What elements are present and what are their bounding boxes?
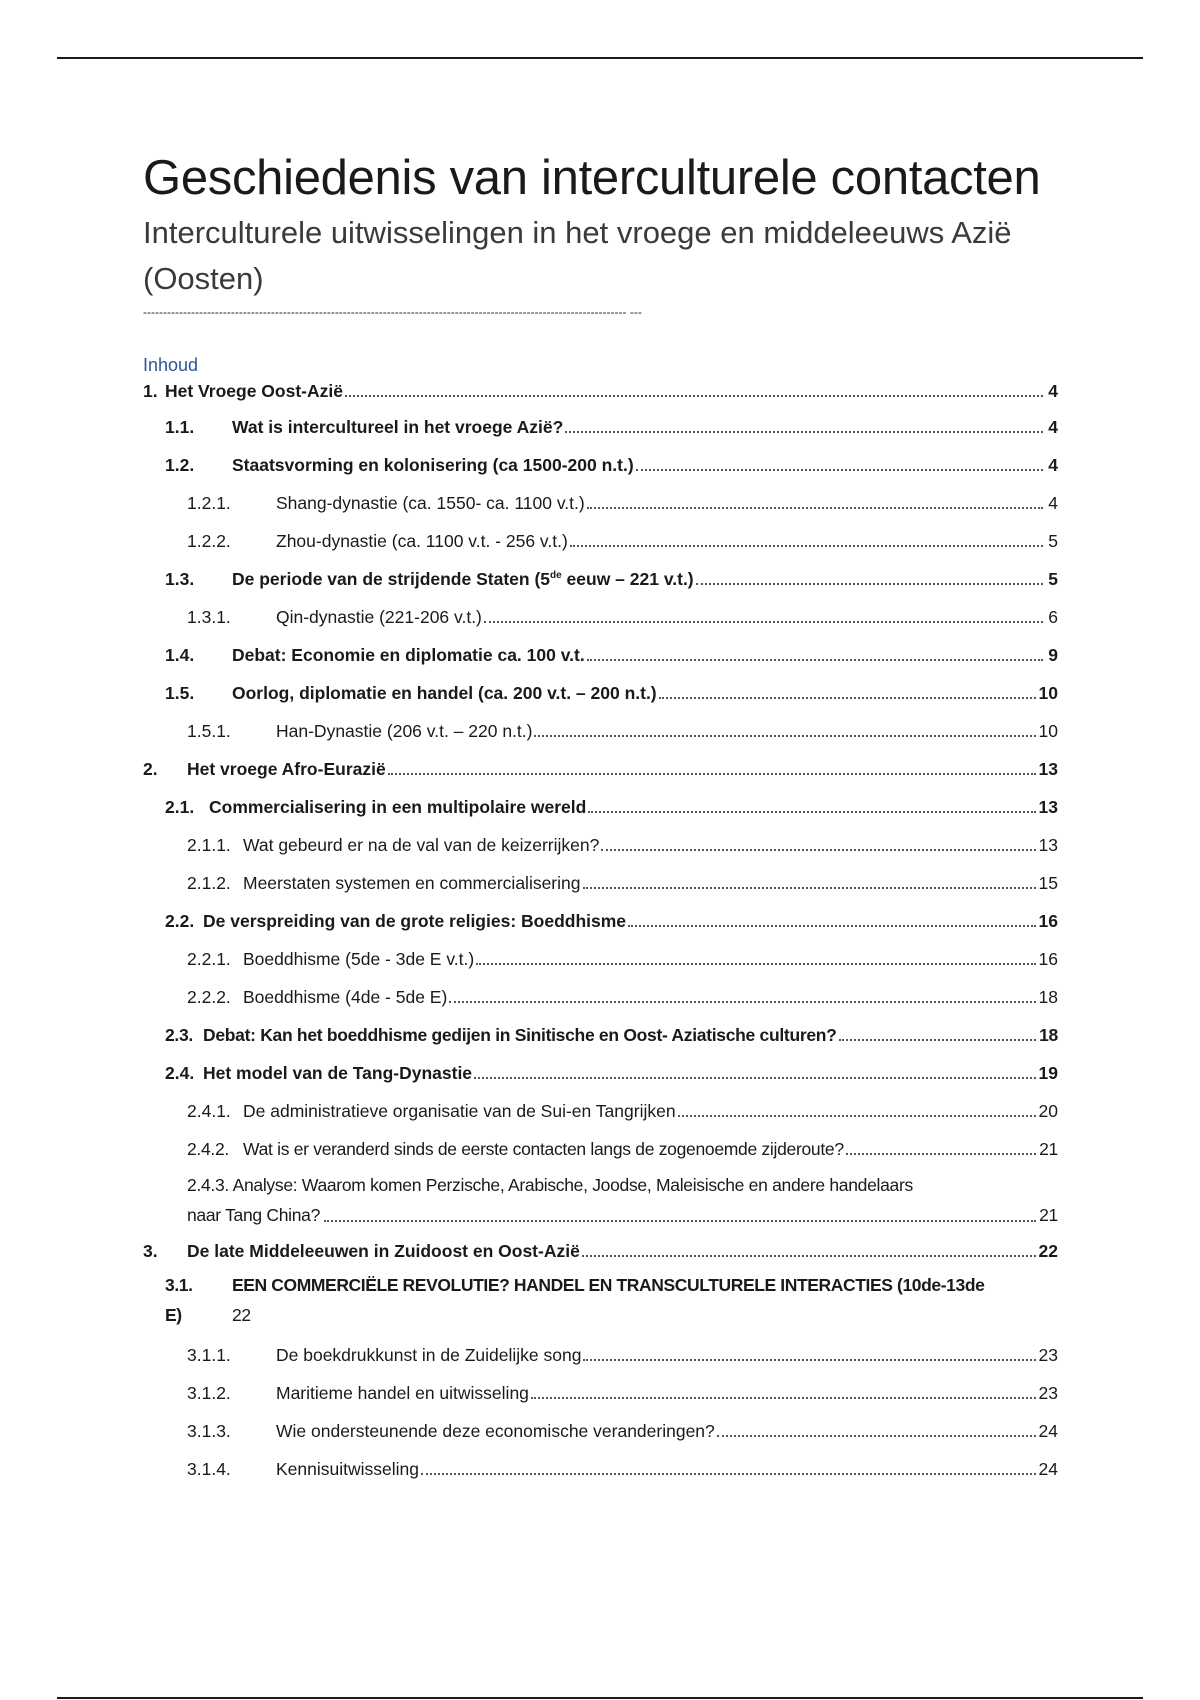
toc-entry-page: 21 <box>1039 1139 1058 1159</box>
toc-entry-number: 2.3. <box>165 1025 193 1045</box>
toc-entry[interactable] <box>143 454 1058 476</box>
toc-leader <box>587 659 1043 661</box>
toc-entry-number: 1.2.1. <box>187 493 231 513</box>
toc-entry-page: 23 <box>1038 1383 1058 1403</box>
toc-entry-number: 3.1.1. <box>187 1345 231 1365</box>
toc-entry[interactable] <box>143 834 1058 856</box>
toc-entry-number: 3.1.2. <box>187 1383 231 1403</box>
toc-entry-label: Oorlog, diplomatie en handel (ca. 200 v.t. – 200 n.t.) <box>232 683 657 703</box>
toc-entry-page: 19 <box>1038 1063 1058 1083</box>
toc-entry-label: Meerstaten systemen en commercialisering <box>243 873 581 893</box>
toc-leader <box>601 849 1035 851</box>
toc-entry[interactable] <box>143 1270 1058 1330</box>
toc-entry-page: 23 <box>1038 1345 1058 1365</box>
toc-leader <box>534 735 1035 737</box>
toc-leader <box>421 1473 1036 1475</box>
toc-entry-number: 2.1.1. <box>187 835 231 855</box>
toc-leader <box>678 1115 1036 1117</box>
toc-entry-label: Boeddhisme (5de - 3de E v.t.) <box>243 949 475 969</box>
toc-entry-number: 3. <box>143 1241 158 1261</box>
toc-entry-page: 5 <box>1048 531 1058 551</box>
toc-entry[interactable] <box>143 758 1058 780</box>
toc-entry[interactable] <box>143 1240 1058 1262</box>
toc-entry[interactable] <box>143 492 1058 514</box>
toc-leader <box>583 1359 1035 1361</box>
toc-entry-page: 13 <box>1038 797 1058 817</box>
toc-leader <box>846 1153 1036 1155</box>
toc-leader <box>696 583 1043 585</box>
toc-entry-page: 10 <box>1038 683 1058 703</box>
toc-leader <box>476 963 1035 965</box>
toc-entry-page: 16 <box>1038 949 1058 969</box>
toc-entry-number: 2.4.2. <box>187 1139 229 1159</box>
toc-entry-number: 2.4.3. <box>187 1175 229 1195</box>
toc-entry-page: 22 <box>232 1305 251 1325</box>
toc-entry-label: Debat: Economie en diplomatie ca. 100 v.t. <box>232 645 585 665</box>
toc-entry-line <box>187 1170 1058 1200</box>
toc-entry-number: 2.2. <box>165 911 195 931</box>
toc-entry-page: 18 <box>1038 987 1058 1007</box>
toc-entry-page: 18 <box>1039 1025 1058 1045</box>
toc-entry-number: 1.3.1. <box>187 607 231 627</box>
toc-leader <box>588 811 1035 813</box>
toc-entry-label: Shang-dynastie (ca. 1550- ca. 1100 v.t.) <box>276 493 585 513</box>
toc-label-part: De periode van de strijdende Staten (5 <box>232 569 550 589</box>
toc-entry-number: 1.5.1. <box>187 721 231 741</box>
toc-leader <box>449 1001 1035 1003</box>
top-rule <box>57 57 1143 59</box>
toc-entry[interactable] <box>143 948 1058 970</box>
toc-entry-page: 4 <box>1048 381 1058 401</box>
toc-leader <box>839 1039 1037 1041</box>
document-subtitle: Interculturele uitwisselingen in het vroege en middeleeuws Azië (Oosten) <box>143 215 1012 296</box>
toc-entry-label: Han-Dynastie (206 v.t. – 220 n.t.) <box>276 721 533 741</box>
toc-entry-page: 13 <box>1038 835 1058 855</box>
toc-leader <box>345 395 1043 397</box>
toc-leader <box>587 507 1043 509</box>
toc-entry[interactable] <box>143 416 1058 438</box>
toc-entry-page: 24 <box>1038 1459 1058 1479</box>
toc-entry-page: 4 <box>1048 455 1058 475</box>
toc-leader <box>570 545 1043 547</box>
toc-entry-label: De administratieve organisatie van de Sui-en Tangrijken <box>243 1101 676 1121</box>
toc-entry-number: 2.4. <box>165 1063 195 1083</box>
toc-entry-label: De boekdrukkunst in de Zuidelijke song <box>276 1345 582 1365</box>
toc-heading: Inhoud <box>143 355 199 375</box>
toc-entry-number: 2. <box>143 759 158 779</box>
toc-entry-line <box>165 1300 1058 1330</box>
toc-leader <box>636 469 1043 471</box>
toc-entry-number: 2.1. <box>165 797 195 817</box>
toc-entry-page: 5 <box>1048 569 1058 589</box>
toc-entry-page: 20 <box>1038 1101 1058 1121</box>
toc-entry-page: 13 <box>1038 759 1058 779</box>
toc-entry-number: 3.1.3. <box>187 1421 231 1441</box>
toc-entry-label: Het vroege Afro-Eurazië <box>187 759 386 779</box>
toc-leader <box>474 1077 1035 1079</box>
toc-entry[interactable] <box>143 1100 1058 1122</box>
toc-entry[interactable] <box>143 910 1058 932</box>
toc-entry-number: 1.4. <box>165 645 195 665</box>
toc-entry[interactable] <box>143 1458 1058 1480</box>
toc-entry[interactable] <box>143 606 1058 628</box>
toc-entry-number: 1.2. <box>165 455 195 475</box>
toc-entry-number: 1. <box>143 381 158 401</box>
toc-entry[interactable] <box>143 530 1058 552</box>
toc-label-superscript: de <box>550 570 562 582</box>
toc-entry-page: 4 <box>1048 417 1058 437</box>
toc-entry[interactable] <box>143 986 1058 1008</box>
toc-leader <box>628 925 1035 927</box>
toc-entry[interactable] <box>143 1420 1058 1442</box>
toc-entry-page: 21 <box>1039 1205 1058 1225</box>
toc-entry-number: 2.4.1. <box>187 1101 231 1121</box>
toc-entry-number: 1.5. <box>165 683 195 703</box>
toc-entry-label: E) <box>165 1305 182 1325</box>
document-title: Geschiedenis van interculturele contacten <box>143 151 1041 205</box>
toc-entry[interactable] <box>143 682 1058 704</box>
toc-entry-page: 16 <box>1038 911 1058 931</box>
toc-entry-label: Het model van de Tang-Dynastie <box>203 1063 473 1083</box>
toc-leader <box>484 621 1043 623</box>
toc-entry[interactable] <box>143 1382 1058 1404</box>
toc-entry-label: De verspreiding van de grote religies: Boeddhisme <box>203 911 627 931</box>
toc-entry-page: 4 <box>1048 493 1058 513</box>
toc-entry-line <box>165 1270 1058 1300</box>
toc-entry-number: 2.2.2. <box>187 987 231 1007</box>
toc-entry-number: 2.1.2. <box>187 873 231 893</box>
toc-entry-label: Kennisuitwisseling <box>276 1459 419 1479</box>
toc-entry[interactable] <box>143 568 1058 590</box>
toc-entry-label: Staatsvorming en kolonisering (ca 1500-200 n.t.) <box>232 455 634 475</box>
separator-line: ------------------------------------------------------------------------------------------------------------------------- --- <box>143 306 642 318</box>
toc-entry-label: Qin-dynastie (221-206 v.t.) <box>276 607 482 627</box>
toc-entry[interactable] <box>143 1344 1058 1366</box>
toc-leader <box>531 1397 1036 1399</box>
toc-entry-label: Wat gebeurd er na de val van de keizerrijken? <box>243 835 600 855</box>
toc-leader <box>717 1435 1036 1437</box>
toc-entry[interactable] <box>143 1170 1058 1230</box>
toc-entry-label: Analyse: Waarom komen Perzische, Arabische, Joodse, Maleisische en andere handelaars <box>232 1175 913 1195</box>
toc-entry-number: 1.2.2. <box>187 531 231 551</box>
toc-entry-page: 10 <box>1038 721 1058 741</box>
toc-entry[interactable] <box>143 796 1058 818</box>
toc-entry-page: 15 <box>1038 873 1058 893</box>
toc-entry[interactable] <box>143 380 1058 402</box>
toc-entry-label: Zhou-dynastie (ca. 1100 v.t. - 256 v.t.) <box>276 531 568 551</box>
toc-entry[interactable] <box>143 1062 1058 1084</box>
toc-entry-label: Boeddhisme (4de - 5de E) <box>243 987 448 1007</box>
toc-entry-label: Wat is er veranderd sinds de eerste contacten langs de zogenoemde zijderoute? <box>243 1139 844 1159</box>
table-of-contents <box>143 380 1058 1480</box>
toc-leader <box>583 887 1036 889</box>
toc-entry-number: 3.1. <box>165 1275 193 1295</box>
toc-leader <box>659 697 1036 699</box>
toc-entry-page: 22 <box>1038 1241 1058 1261</box>
toc-entry-label: Maritieme handel en uitwisseling <box>276 1383 529 1403</box>
toc-entry[interactable] <box>143 1138 1058 1160</box>
toc-entry-line <box>187 1200 1058 1230</box>
toc-entry-label: De late Middeleeuwen in Zuidoost en Oost-Azië <box>187 1241 580 1261</box>
toc-label-part: eeuw – 221 v.t.) <box>561 569 694 589</box>
document-page <box>143 148 1058 1480</box>
toc-entry-number: 1.3. <box>165 569 195 589</box>
toc-entry-label: Commercialisering in een multipolaire wereld <box>209 797 587 817</box>
toc-entry-page: 6 <box>1048 607 1058 627</box>
toc-leader <box>324 1220 1036 1222</box>
toc-entry-number: 2.2.1. <box>187 949 231 969</box>
toc-leader <box>582 1255 1036 1257</box>
toc-entry-page: 9 <box>1048 645 1058 665</box>
bottom-rule <box>57 1697 1143 1699</box>
toc-entry-label <box>232 568 694 590</box>
toc-entry-page: 24 <box>1038 1421 1058 1441</box>
toc-entry-label: Wie ondersteunende deze economische veranderingen? <box>276 1421 715 1441</box>
toc-entry[interactable] <box>143 720 1058 742</box>
toc-entry[interactable] <box>143 644 1058 666</box>
toc-entry-label: EEN COMMERCIËLE REVOLUTIE? HANDEL EN TRANSCULTURELE INTERACTIES (10de-13de <box>232 1275 985 1295</box>
toc-entry[interactable] <box>143 1024 1058 1046</box>
toc-entry-label: Wat is intercultureel in het vroege Azië? <box>232 417 564 437</box>
toc-entry-label: naar Tang China? <box>187 1205 321 1225</box>
toc-leader <box>388 773 1036 775</box>
toc-leader <box>565 431 1043 433</box>
toc-entry-label: Debat: Kan het boeddhisme gedijen in Sinitische en Oost- Aziatische culturen? <box>203 1025 837 1045</box>
toc-entry-label: Het Vroege Oost-Azië <box>165 381 343 401</box>
toc-entry[interactable] <box>143 872 1058 894</box>
toc-entry-number: 3.1.4. <box>187 1459 231 1479</box>
toc-entry-number: 1.1. <box>165 417 195 437</box>
